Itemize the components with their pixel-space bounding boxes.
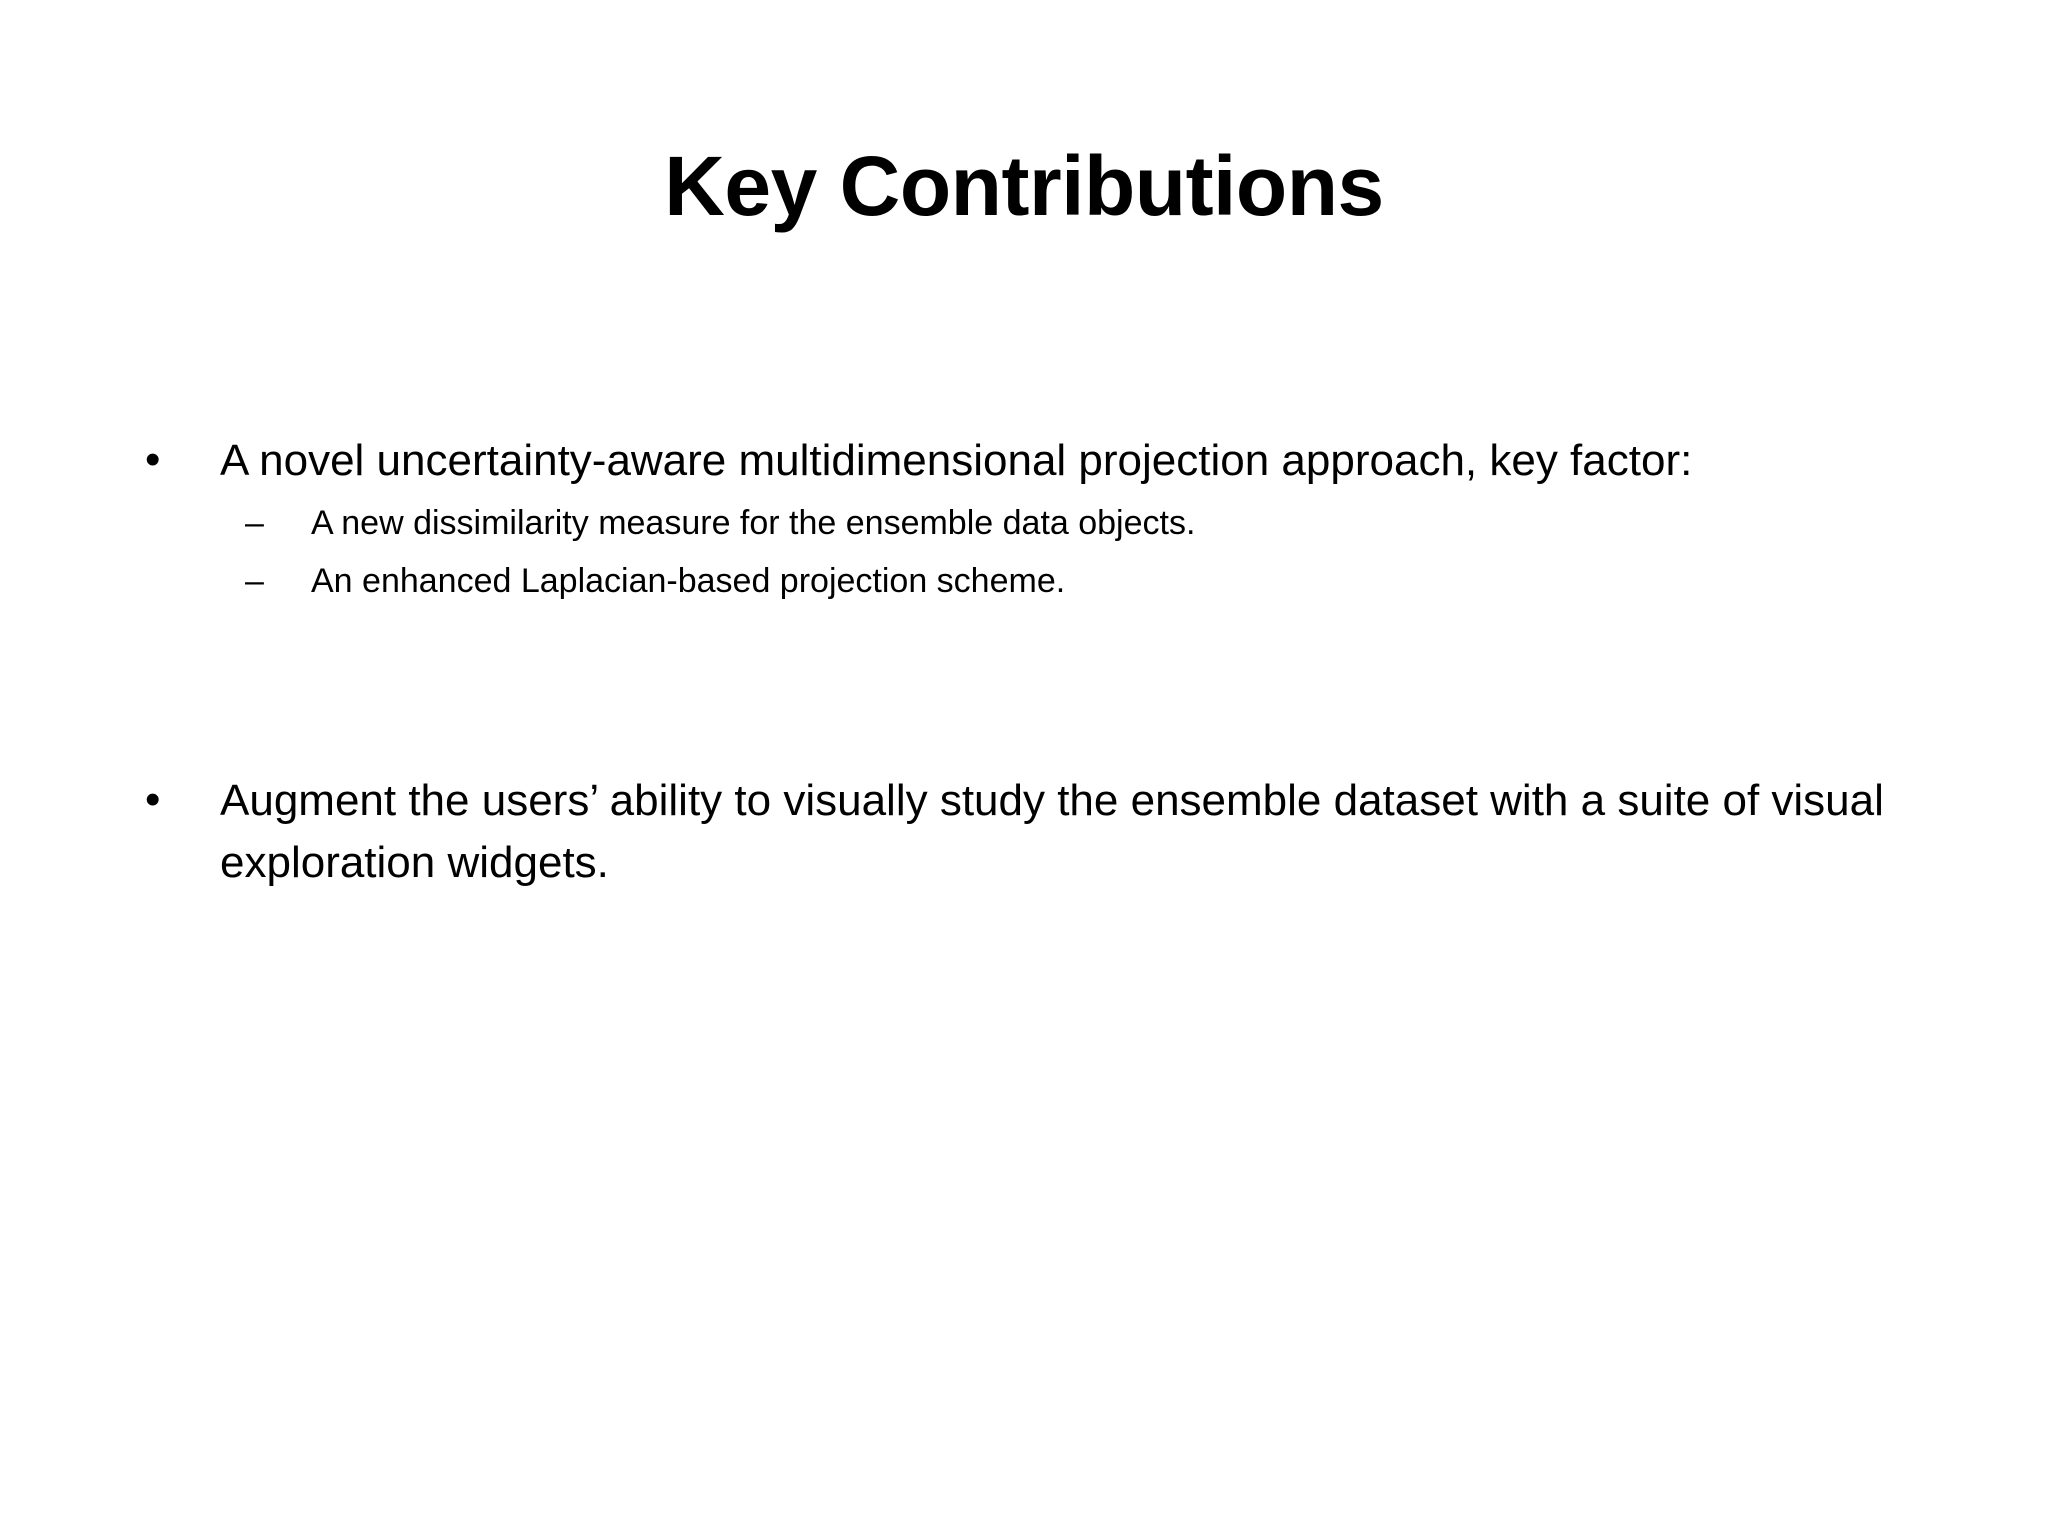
sub-bullet-marker: – xyxy=(245,562,264,600)
sub-bullet-text: An enhanced Laplacian-based projection scheme. xyxy=(311,562,1066,600)
bullet-text: Augment the users’ ability to visually study the ensemble dataset with a suite of visual exploration widgets. xyxy=(220,776,1884,887)
bullet-marker: • xyxy=(145,775,161,824)
sub-bullet-marker: – xyxy=(245,504,264,542)
sub-bullet-text: A new dissimilarity measure for the ensemble data objects. xyxy=(311,504,1196,542)
bullet-text: A novel uncertainty-aware multidimensional projection approach, key factor: xyxy=(220,436,1693,485)
bullet-marker: • xyxy=(145,435,161,484)
slide-title: Key Contributions xyxy=(664,139,1384,233)
